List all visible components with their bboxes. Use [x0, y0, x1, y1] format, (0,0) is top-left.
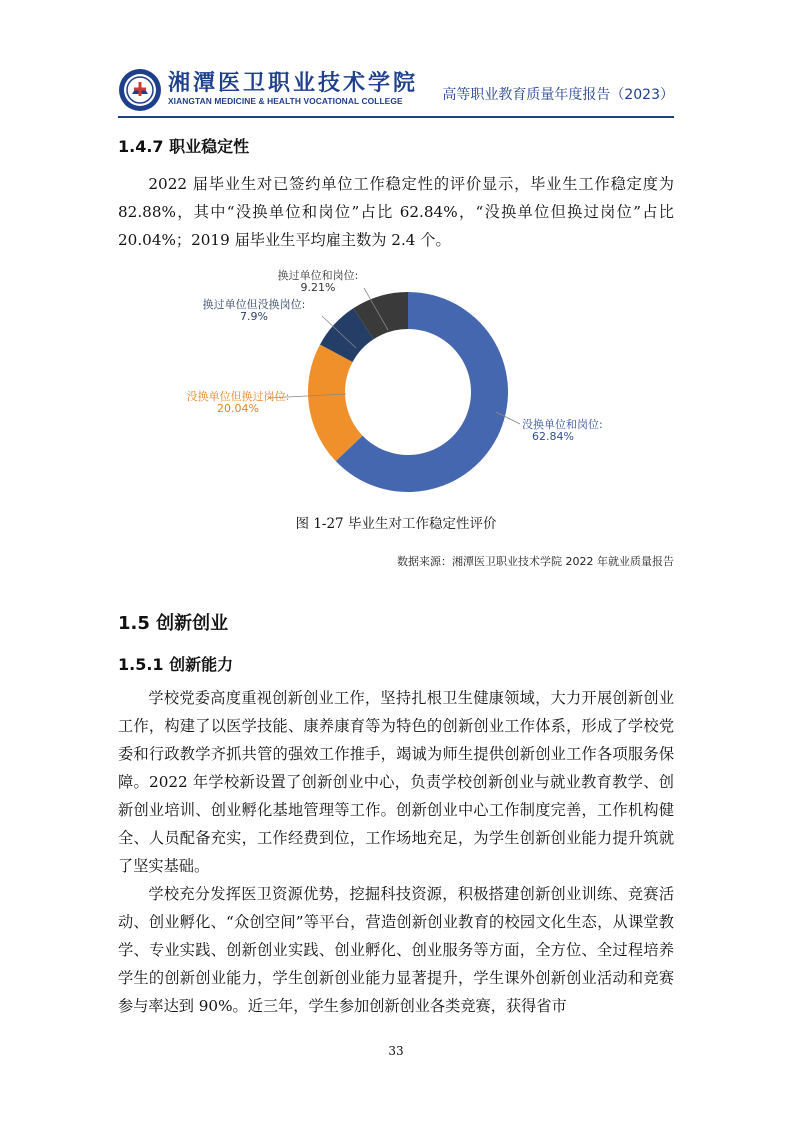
slice-changed-unit-value-label: 7.9%	[240, 310, 268, 323]
stability-donut-chart	[150, 262, 640, 502]
heading-1-5-1: 1.5.1 创新能力	[118, 655, 234, 674]
page-header	[118, 66, 674, 116]
figure-caption: 图 1-27 毕业生对工作稳定性评价	[295, 516, 497, 532]
heading-1-4-7: 1.4.7 职业稳定性	[118, 137, 250, 156]
paragraph-stability: 2022 届毕业生对已签约单位工作稳定性的评价显示，毕业生工作稳定度为 82.88%，其中“没换单位和岗位”占比 62.84%，“没换单位但换过岗位”占比 20.04%；2019 届毕业生平均雇主数为 2.4 个。	[118, 175, 674, 249]
slice-changed-both-value-label: 9.21%	[300, 281, 336, 294]
heading-1-5: 1.5 创新创业	[118, 613, 229, 634]
page-number: 33	[388, 1044, 404, 1058]
slice-no-change-category-label: 没换单位和岗位:	[522, 418, 603, 431]
figure-source: 数据来源：湘潭医卫职业技术学院 2022 年就业质量报告	[397, 555, 674, 568]
school-name-en: XIANGTAN MEDICINE & HEALTH VOCATIONAL COLLEGE	[168, 96, 403, 106]
slice-changed-post-value-label: 20.04%	[217, 402, 259, 415]
header-divider	[118, 116, 674, 118]
school-emblem-icon	[118, 68, 162, 112]
slice-changed-post-category-label: 没换单位但换过岗位:	[186, 390, 290, 403]
report-title: 高等职业教育质量年度报告（2023）	[442, 87, 674, 103]
paragraph-innovation-2: 学校充分发挥医卫资源优势，挖掘科技资源，积极搭建创新创业训练、竞赛活动、创业孵化、“众创空间”等平台，营造创新创业教育的校园文化生态，从课堂教学、专业实践、创新创业实践、创业孵化、创业服务等方面，全方位、全过程培养学生的创新创业能力，学生创新创业能力显著提升，学生课外创新创业活动和竞赛参与率达到 90%。近三年，学生参加创新创业各类竞赛，获得省市	[118, 885, 674, 1015]
paragraph-innovation-1: 学校党委高度重视创新创业工作，坚持扎根卫生健康领域，大力开展创新创业工作，构建了以医学技能、康养康育等为特色的创新创业工作体系，形成了学校党委和行政教学齐抓共管的强效工作推手，竭诚为师生提供创新创业工作各项服务保障。2022 年学校新设置了创新创业中心，负责学校创新创业与就业教育教学、创新创业培训、创业孵化基地管理等工作。创新创业中心工作制度完善，工作机构健全、人员配备充实，工作经费到位，工作场地充足，为学生创新创业能力提升筑就了坚实基础。	[118, 689, 674, 875]
slice-changed-both-category-label: 换过单位和岗位:	[277, 269, 359, 282]
slice-no-change-value-label: 62.84%	[532, 430, 574, 443]
donut-svg	[150, 262, 640, 502]
slice-changed-unit-category-label: 换过单位但没换岗位:	[202, 298, 306, 311]
school-name-cn: 湘潭医卫职业技术学院	[168, 70, 419, 96]
